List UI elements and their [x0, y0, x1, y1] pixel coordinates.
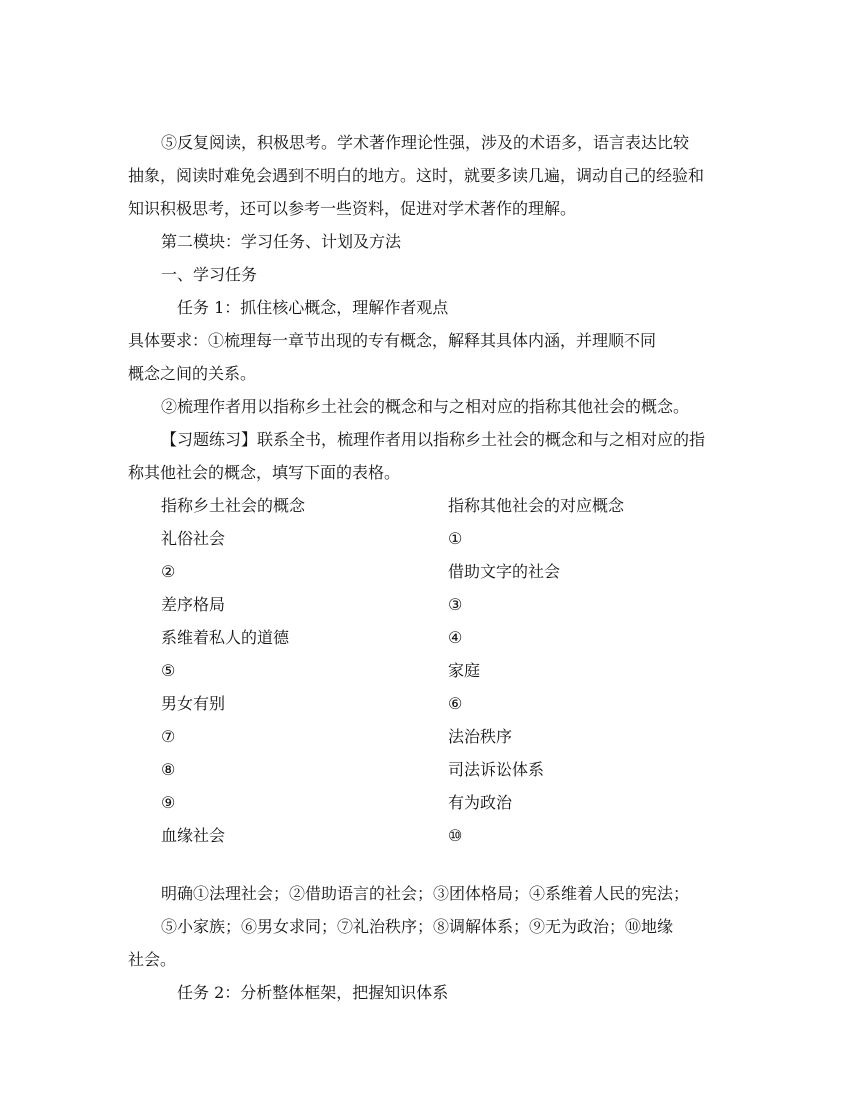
table-row-2-right: 借助文字的社会 [448, 562, 561, 581]
answer-line-1: 明确①法理社会；②借助语言的社会；③团体格局；④系维着人民的宪法； [161, 884, 690, 903]
paragraph-5-line-1: ⑤反复阅读，积极思考。学术著作理论性强，涉及的术语多，语言表达比较 [161, 133, 690, 152]
table-header-right: 指称其他社会的对应概念 [448, 496, 625, 515]
table-row-6-right: ⑥ [448, 694, 463, 713]
table-row-4-right: ④ [448, 628, 463, 647]
table-row-6-left: 男女有别 [161, 694, 226, 713]
table-row-1-left: 礼俗社会 [161, 529, 226, 548]
table-row-10-right: ⑩ [448, 826, 463, 845]
answer-line-3: 社会。 [128, 950, 177, 969]
table-row-7-left: ⑦ [161, 727, 176, 746]
table-row-5-left: ⑤ [161, 661, 176, 680]
task-2-title: 任务 2：分析整体框架，把握知识体系 [177, 983, 449, 1002]
answer-line-2: ⑤小家族；⑥男女求同；⑦礼治秩序；⑧调解体系；⑨无为政治；⑩地缘 [161, 917, 674, 936]
table-row-5-right: 家庭 [448, 661, 481, 680]
requirement-line-1: 具体要求：①梳理每一章节出现的专有概念，解释其具体内涵，并理顺不同 [128, 331, 657, 350]
table-row-9-left: ⑨ [161, 793, 176, 812]
module-2-heading: 第二模块：学习任务、计划及方法 [161, 232, 402, 251]
table-row-3-right: ③ [448, 595, 463, 614]
exercise-line-2: 称其他社会的概念，填写下面的表格。 [128, 463, 401, 482]
requirement-line-3: ②梳理作者用以指称乡土社会的概念和与之相对应的指称其他社会的概念。 [161, 397, 690, 416]
paragraph-5-line-3: 知识积极思考，还可以参考一些资料，促进对学术著作的理解。 [128, 199, 577, 218]
task-1-title: 任务 1：抓住核心概念，理解作者观点 [177, 298, 449, 317]
section-1-heading: 一、学习任务 [161, 265, 258, 284]
table-row-3-left: 差序格局 [161, 595, 226, 614]
table-row-10-left: 血缘社会 [161, 826, 226, 845]
table-header-left: 指称乡土社会的概念 [161, 496, 306, 515]
table-row-1-right: ① [448, 529, 463, 548]
exercise-line-1: 【习题练习】联系全书，梳理作者用以指称乡土社会的概念和与之相对应的指 [161, 430, 706, 449]
table-row-8-left: ⑧ [161, 760, 176, 779]
table-row-8-right: 司法诉讼体系 [448, 760, 545, 779]
table-row-7-right: 法治秩序 [448, 727, 513, 746]
table-row-2-left: ② [161, 562, 176, 581]
table-row-9-right: 有为政治 [448, 793, 513, 812]
table-row-4-left: 系维着私人的道德 [161, 628, 290, 647]
requirement-line-2: 概念之间的关系。 [128, 364, 257, 383]
paragraph-5-line-2: 抽象，阅读时难免会遇到不明白的地方。这时，就要多读几遍，调动自己的经验和 [128, 166, 705, 185]
